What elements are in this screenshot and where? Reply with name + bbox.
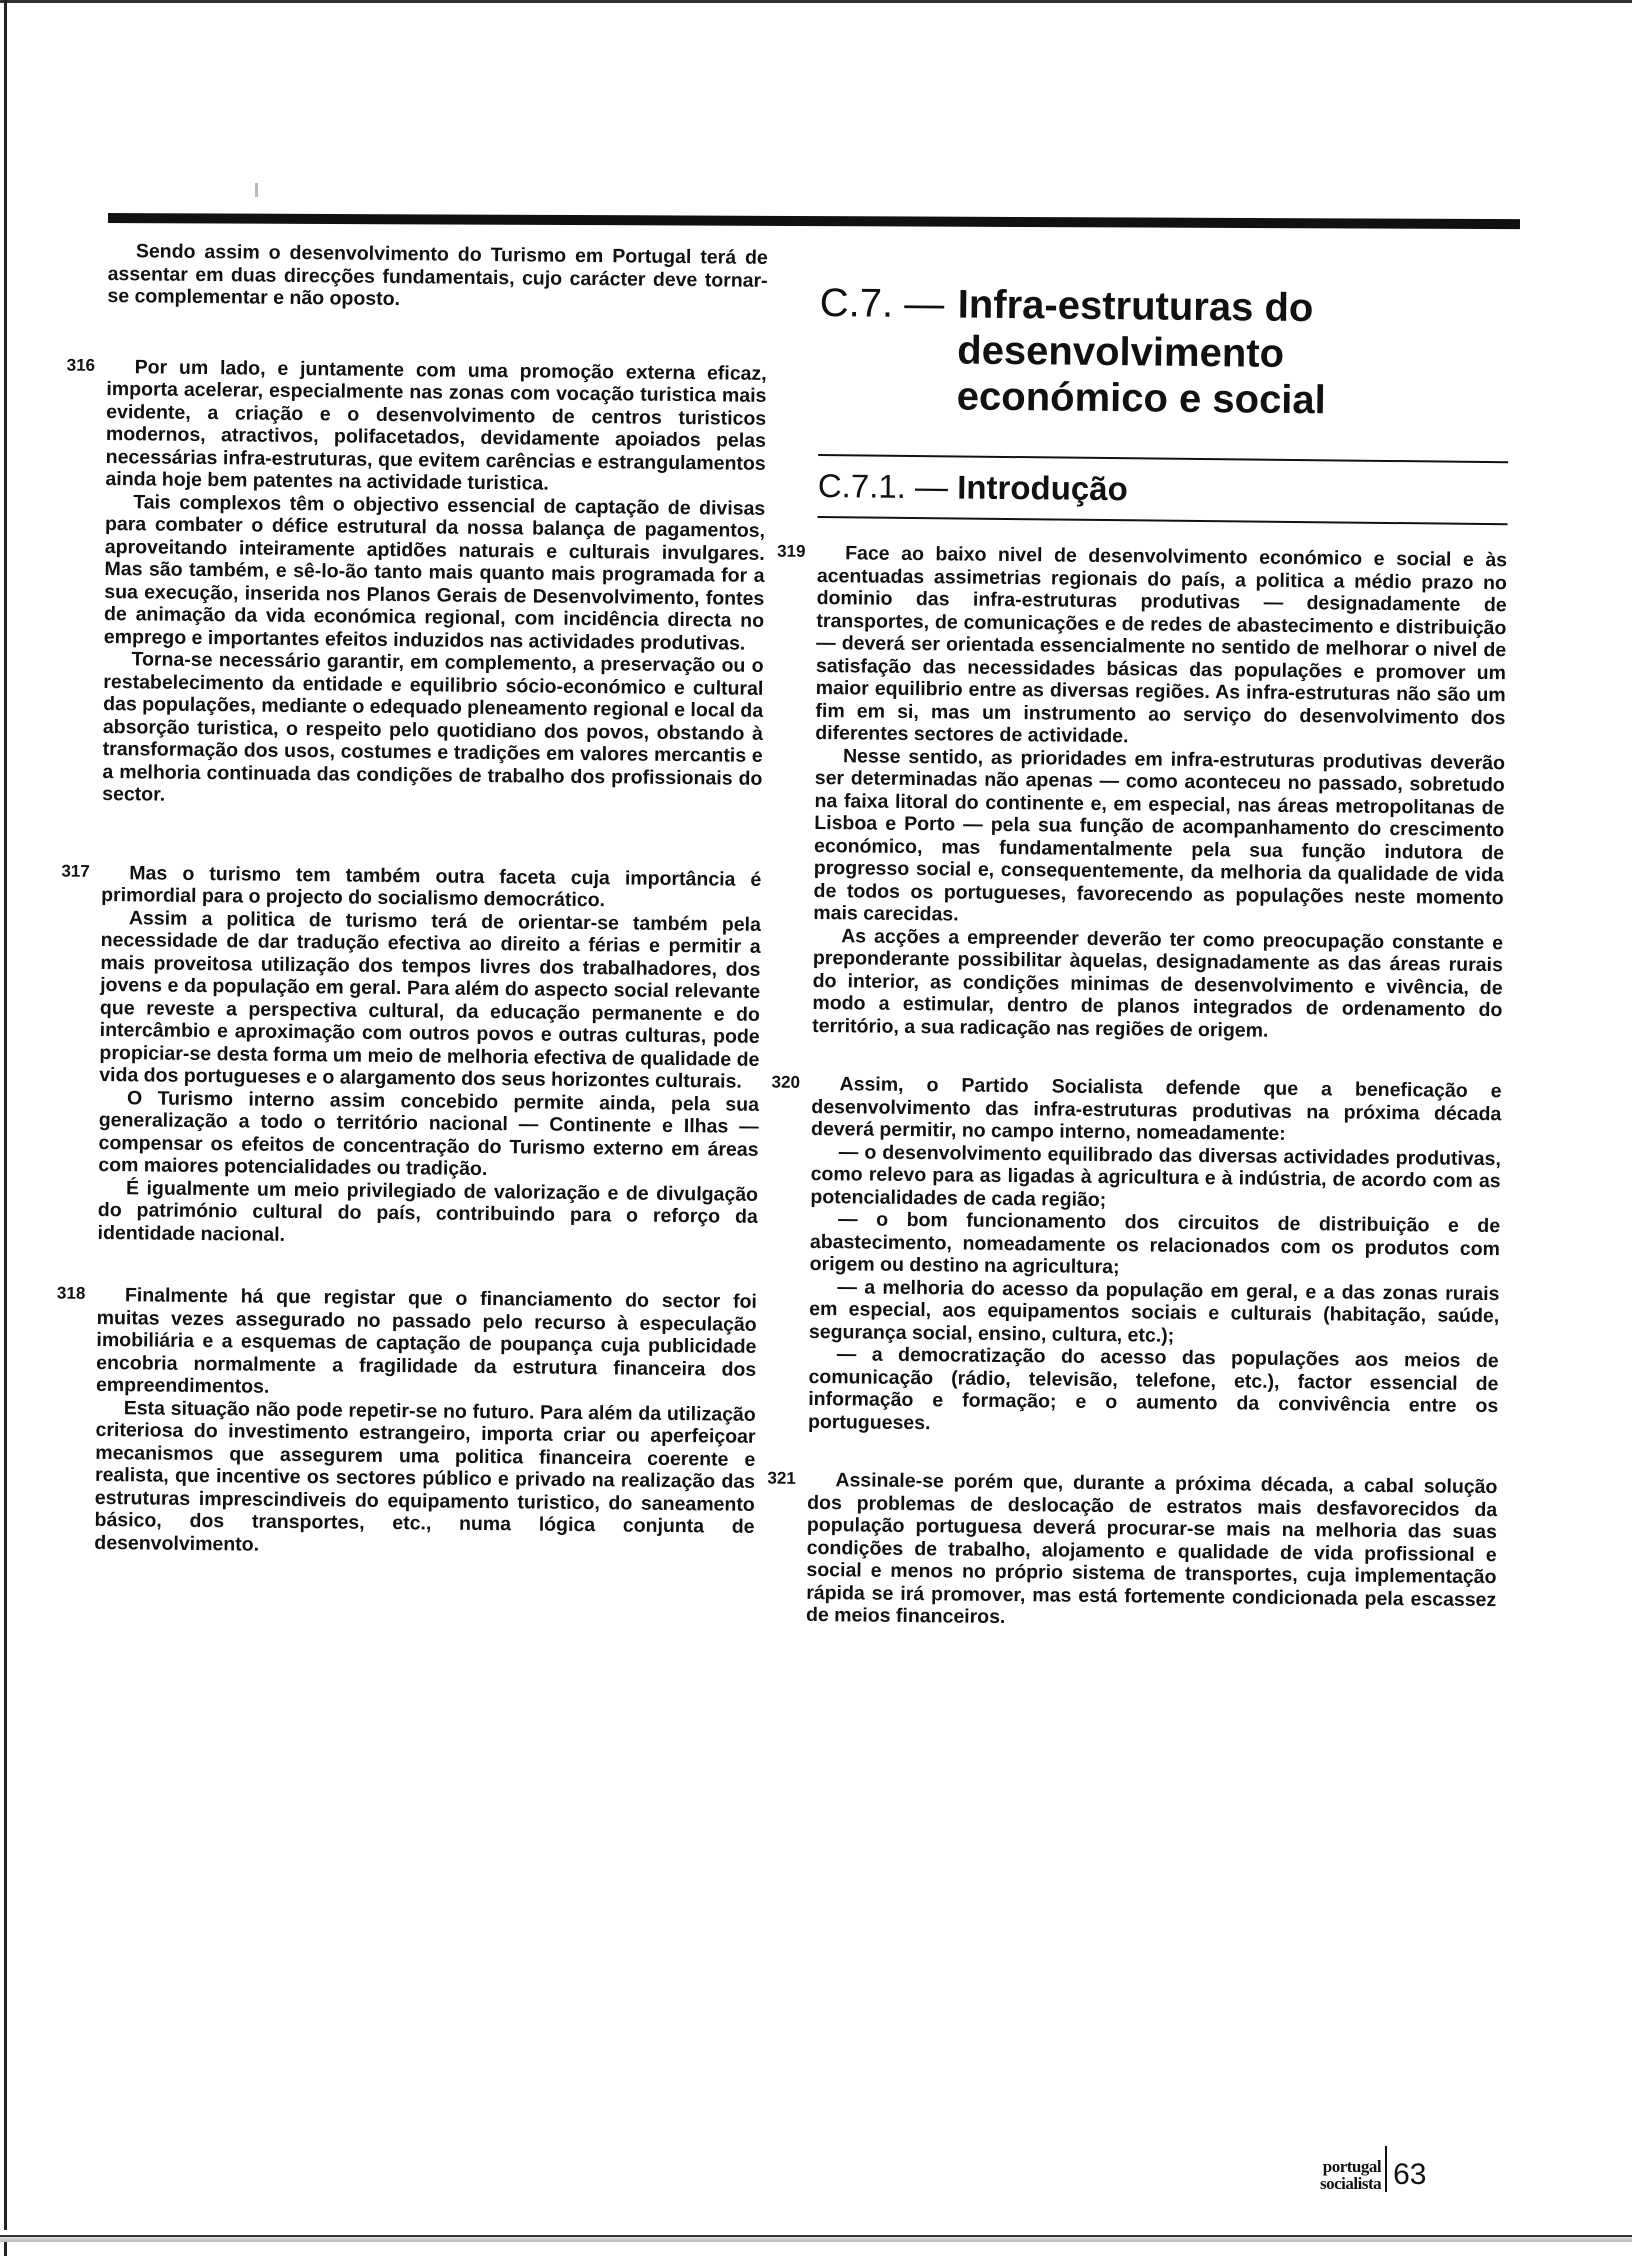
list-item: — o bom funcionamento dos circuitos de distribuição e de abastecimento, nomeadamente os relacionados com os produtos com origem ou destino na agricultura; xyxy=(809,1208,1501,1279)
top-rule xyxy=(108,213,1520,229)
paragraph-number: 316 xyxy=(66,355,96,375)
paragraph-text: As acções a empreender deverão ter como preocupação constante e preponderante possibilitar àquelas, designadamente as das áreas rurais do interior, as condições minimas de desenvolvimento e vivência, de modo a estimular, dentro de planos integrados de ordenamento do território, a sua radicação nas regiões de origem. xyxy=(812,924,1504,1042)
paragraph-text: O Turismo interno assim concebido permite ainda, pela sua generalização a todo o território nacional — Continente e Ilhas — compensar os efeitos de concentração do Turismo externo em áreas com maiores potencialidades ou tradição. xyxy=(98,1086,760,1181)
paragraph-text: Tais complexos têm o objectivo essencial de captação de divisas para combater o défice estrutural da nossa balança de pagamentos, aproveitando inteiramente aptidões naturais e culturais invulgares. Mas são também, e sê-lo-ão tanto mais quanto mais programada for a sua execução, inserida nos Planos Gerais de Desenvolvimento, fontes de animação da vida económica regional, com incidência directa no emprego e importantes efeitos induzidos nas actividades produtivas. xyxy=(103,490,766,655)
paragraph-321 xyxy=(767,1468,1498,1634)
left-column xyxy=(56,240,768,1597)
subsection-heading xyxy=(818,466,1508,513)
paragraph-text: Nesse sentido, as prioridades em infra-estruturas produtivas deverão ser determinadas não apenas — como aconteceu no passado, sobretudo na faixa litoral do continente e, em especial, nas áreas metropolitanas de Lisboa e Porto — pela sua função de acompanhamento do crescimento económico, mas fundamentalmente pela sua função indutora de progresso social e, consequentemente, da melhoria da qualidade de vida de todos os portugueses, favorecendo as populações neste momento mais carecidas. xyxy=(813,744,1506,926)
paragraph-text: É igualmente um meio privilegiado de valorização e de divulgação do património cultural do país, contribuindo para o reforço da identidade nacional. xyxy=(97,1176,759,1246)
list-item: — a democratização do acesso das populações aos meios de comunicação (rádio, televisão, telefone, etc.), factor essencial de informação e formação; e o aumento da convivência entre os portugueses. xyxy=(807,1343,1499,1434)
right-column xyxy=(767,280,1510,1670)
section-heading xyxy=(819,280,1510,425)
paragraph-text: Assinale-se porém que, durante a próxima década, a cabal solução dos problemas de deslocação de estratos mais desfavorecidos da população portuguesa deverá procurar-se mais na melhoria das suas condições de trabalho, alojamento e qualidade de vida profissional e social e menos no próprio sistema de transportes, cuja implementação rápida se irá promover, mas está fortemente condicionada pela escassez de meios financeiros. xyxy=(805,1469,1498,1629)
heading-rule xyxy=(818,516,1508,525)
paragraph-text: Assim, o Partido Socialista defende que a beneficação e desenvolvimento das infra-estruturas produtivas na próxima década deverá permitir, no campo interno, nomeadamente: xyxy=(810,1073,1502,1145)
logo-line-2: socialista xyxy=(1320,2174,1382,2193)
page-number: 63 xyxy=(1393,2158,1427,2191)
paragraph-text: Assim a politica de turismo terá de orientar-se também pela necessidade de dar tradução efectiva ao direito a férias e permitir a mais proveitosa utilização dos tempos livres dos trabalhadores, dos jovens e da população em geral. Para além do aspecto social relevante que reveste a perspectiva cultural, da educação permanente e do intercâmbio e aproximação com outros povos e outras culturas, pode propiciar-se desta forma um meio de melhoria efectiva de qualidade de vida dos portugueses e o alargamento dos seus horizontes culturais. xyxy=(99,906,761,1093)
section-number: C.7. — xyxy=(819,280,945,327)
paragraph-text: Por um lado, e juntamente com uma promoção externa eficaz, importa acelerar, especialmente nas zonas com vocação turistica mais evidente, a criação e o desenvolvimento de centros turisticos modernos, atractivos, polifacetados, devidamente apoiados pelas necessárias infra-estruturas, que evitem carências e estrangulamentos ainda hoje bem patentes na actividade turistica. xyxy=(105,355,767,495)
list-item: — a melhoria do acesso da população em geral, e a das zonas rurais em especial, aos equipamentos sociais e culturais (habitação, saúde, segurança social, ensino, cultura, etc.); xyxy=(808,1275,1500,1347)
subsection-title: Introdução xyxy=(957,468,1128,508)
paragraph-text: Mas o turismo tem também outra faceta cuja importância é primordial para o projecto do socialismo democrático. xyxy=(101,861,762,912)
list-item: — o desenvolvimento equilibrado das diversas actividades produtivas, como relevo para as ligadas à agricultura e à indústria, de acordo com as potencialidades de cada região; xyxy=(810,1140,1501,1211)
scan-speck xyxy=(255,183,258,197)
scan-edge-left xyxy=(4,0,7,2256)
paragraph-text: Finalmente há que registar que o financiamento do sector foi muitas vezes assegurado no passado pelo recurso à especulação imobiliária e a esquemas de captação de poupança cuja publicidade encobria normalmente a fragilidade da estrutura financeira dos empreendimentos. xyxy=(95,1284,758,1398)
paragraph-319 xyxy=(777,541,1508,1044)
paragraph-number: 320 xyxy=(771,1072,801,1092)
logo-line-1: portugal xyxy=(1322,2157,1382,2176)
subsection-number: C.7.1. — xyxy=(817,466,949,506)
paragraph-317 xyxy=(61,861,762,1250)
paragraph-number: 318 xyxy=(56,1283,86,1303)
paragraph-number: 321 xyxy=(767,1468,796,1488)
footer-divider xyxy=(1385,2146,1387,2192)
paragraph-text: Torna-se necessário garantir, em complemento, a preservação ou o restabelecimento da entidade e equilibrio sócio-económico e cultural das populações, mediante o edequado pleneamento regional e local da absorção turistica, o respeito pelo quotidiano dos povos, obstando à transformação dos usos, costumes e tradições em valores mercantis e a melhoria continuada das condições de trabalho dos profissionais do sector. xyxy=(102,648,764,806)
paragraph-text: Esta situação não pode repetir-se no futuro. Para além da utilização criteriosa do investimento estrangeiro, importa criar ou aperfeiçoar mecanismos que assegurem uma politica financeira coerente e realista, que incentive os sectores público e privado na realização das estruturas imprescindiveis do equipamento turistico, do saneamento básico, dos transportes, etc., numa lógica conjunta de desenvolvimento. xyxy=(94,1396,756,1556)
publication-logo xyxy=(1310,2158,1381,2192)
scan-edge-top xyxy=(0,0,1632,3)
page-footer xyxy=(1310,2146,1426,2192)
paragraph-316 xyxy=(66,355,767,812)
paragraph-number: 317 xyxy=(61,861,90,881)
paragraph-text: Face ao baixo nivel de desenvolvimento económico e social e às acentuadas assimetrias regionais do país, a politica a médio prazo no dominio das infra-estruturas produtivas — designadamente de transportes, de comunicações e de redes de abastecimento e distribuição — deverá ser orientada essencialmente no sentido de melhorar o nivel de satisfação das necessidades básicas das populações e promover um maior equilibrio entre as diversas regiões. As infra-estruturas não são um fim em si, mas um instrumento ao serviço do desenvolvimento dos diferentes sectores de actividade. xyxy=(815,542,1508,748)
paragraph-318 xyxy=(56,1283,758,1561)
heading-rule xyxy=(818,454,1508,463)
scan-edge-bottom xyxy=(0,2230,1632,2242)
paragraph-number: 319 xyxy=(777,541,806,561)
intro-paragraph: Sendo assim o desenvolvimento do Turismo em Portugal terá de assentar em duas direcções fundamentais, cujo carácter deve tornar-se complementar e não oposto. xyxy=(107,240,768,311)
section-title: Infra-estruturas do desenvolvimento económico e social xyxy=(956,282,1327,423)
paragraph-320 xyxy=(771,1072,1502,1440)
